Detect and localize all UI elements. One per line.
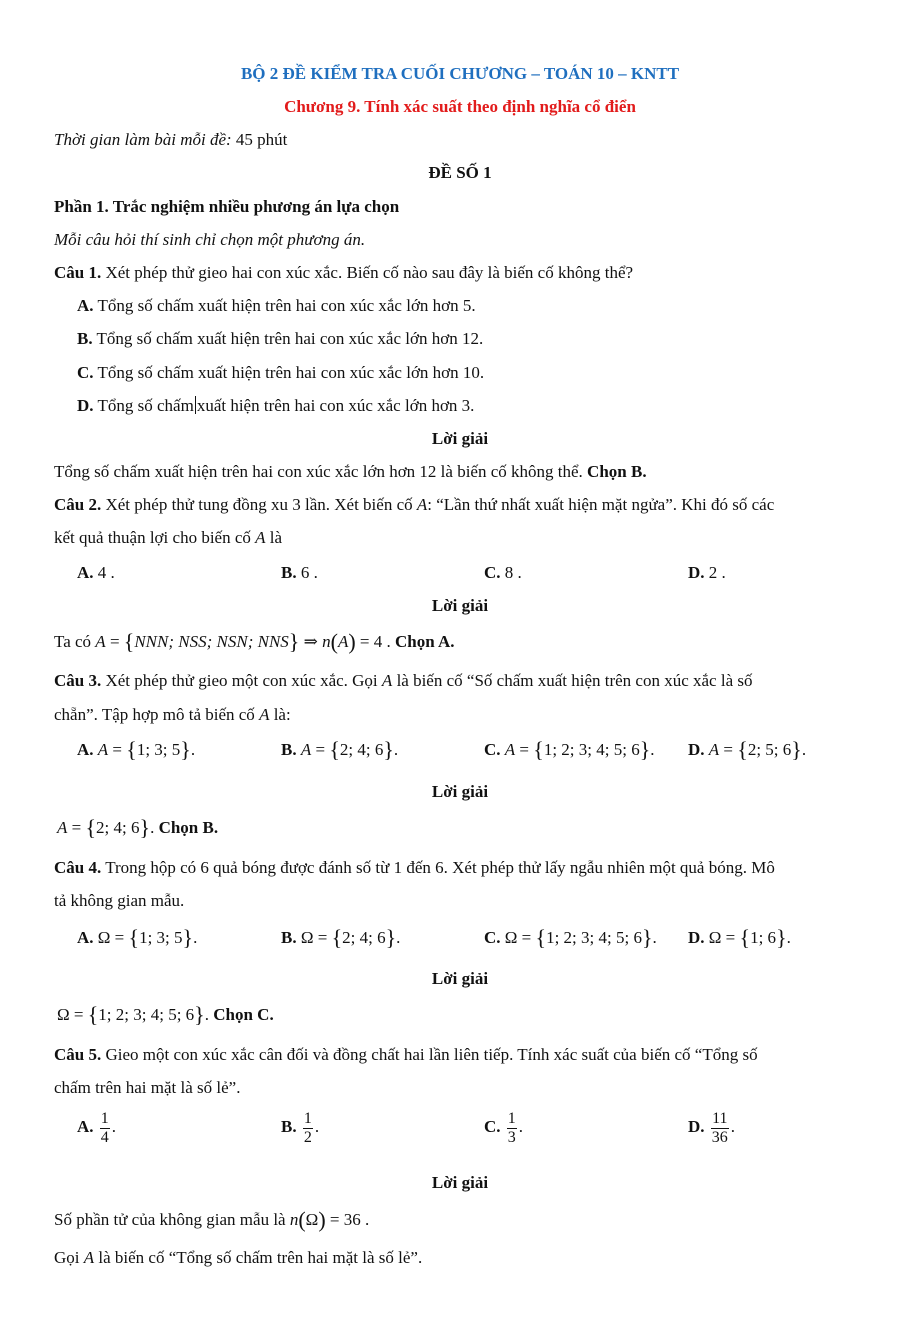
q2-solution-heading: Lời giải (431, 596, 489, 615)
q2-option-a-label: A. (77, 563, 94, 582)
question-1-label: Câu 1. (54, 263, 102, 282)
question-3 (54, 671, 753, 691)
question-2-text-4: là (269, 528, 283, 547)
q2-option-d (688, 563, 726, 583)
q5-option-b-fraction (303, 1110, 313, 1146)
q3-solution-set: 2; 4; 6 (96, 818, 140, 837)
question-2-var-2: A (255, 528, 266, 547)
q5-solution-var: A (83, 1248, 95, 1267)
q5-option-b-den: 2 (303, 1128, 312, 1146)
question-1-text: Xét phép thử gieo hai con xúc xắc. Biến cố nào sau đây là biến cố không thể? (105, 263, 634, 282)
q5-option-a-den: 4 (100, 1128, 109, 1146)
question-2-text-3: kết quả thuận lợi cho biến cố (54, 528, 251, 547)
q3-solution-heading: Lời giải (431, 782, 489, 801)
q1-option-c-text: Tổng số chấm xuất hiện trên hai con xúc xắc lớn hơn 10. (97, 363, 485, 382)
q1-option-a-text: Tổng số chấm xuất hiện trên hai con xúc xắc lớn hơn 5. (97, 296, 476, 315)
q2-solution-prefix: Ta có (54, 632, 92, 651)
q2-option-c-value: 8 . (504, 563, 522, 582)
q4-option-b-label: B. (281, 928, 297, 947)
time-line (54, 130, 287, 150)
q4-option-a: A. Ω = {1; 3; 5}. (77, 925, 198, 950)
q5-option-a-fraction (100, 1110, 110, 1146)
q1-option-b (77, 329, 483, 349)
q5-option-c-num: 1 (507, 1110, 516, 1127)
q2-solution: Ta có A = {NNN; NSS; NSN; NNS} ⇒ n(A) = 4 . Chọn A. (54, 629, 455, 654)
q1-option-d-text-start: Tổng số chấm (97, 396, 194, 415)
q5-option-b: B. $\frac{1}{2}$ . (281, 1110, 320, 1146)
question-4 (54, 858, 775, 878)
q2-solution-set: NNN; NSS; NSN; NNS (134, 632, 289, 651)
question-5-line2: chấm trên hai mặt là số lẻ”. (54, 1078, 241, 1097)
question-1 (54, 263, 633, 283)
q3-option-b: B. A = {2; 4; 6}. (281, 737, 399, 762)
q5-option-c-label: C. (484, 1117, 501, 1136)
q4-option-c: C. Ω = {1; 2; 3; 4; 5; 6}. (484, 925, 657, 950)
q4-solution-set: 1; 2; 3; 4; 5; 6 (98, 1005, 195, 1024)
q3-option-d-label: D. (688, 740, 705, 759)
q3-option-a: A. A = {1; 3; 5}. (77, 737, 196, 762)
question-4-label: Câu 4. (54, 858, 102, 877)
q1-option-b-label: B. (77, 329, 93, 348)
question-3-var: A (381, 671, 393, 690)
q2-option-d-value: 2 . (708, 563, 726, 582)
q5-option-d: D. $\frac{11}{36}$ . (688, 1110, 736, 1146)
q5-option-d-num: 11 (712, 1110, 728, 1127)
q5-option-a: A. $\frac{1}{4}$ . (77, 1110, 117, 1146)
question-4-text-1: Trong hộp có 6 quả bóng được đánh số từ 1 đến 6. Xét phép thử lấy ngẫu nhiên một quả bóng. Mô (105, 858, 775, 877)
q2-answer: Chọn A. (395, 632, 455, 651)
question-3-var-2: A (259, 705, 270, 724)
q4-option-c-label: C. (484, 928, 501, 947)
q5-option-a-label: A. (77, 1117, 94, 1136)
chapter-title: Chương 9. Tính xác suất theo định nghĩa cổ điển (284, 97, 636, 116)
q3-option-a-label: A. (77, 740, 94, 759)
q2-option-b-value: 6 . (300, 563, 318, 582)
q1-option-c (77, 363, 484, 383)
time-value: 45 phút (235, 130, 288, 149)
question-2 (54, 495, 774, 515)
q3-option-c: C. A = {1; 2; 3; 4; 5; 6}. (484, 737, 655, 762)
time-label: Thời gian làm bài mỗi đề: (54, 130, 232, 149)
q5-option-c-den: 3 (507, 1128, 516, 1146)
q5-option-a-num: 1 (100, 1110, 109, 1127)
q4-option-c-set: 1; 2; 3; 4; 5; 6 (546, 928, 642, 947)
q1-option-a (77, 296, 476, 316)
q5-solution-line2 (54, 1248, 422, 1268)
question-5 (54, 1045, 758, 1065)
q4-answer: Chọn C. (213, 1005, 274, 1024)
q2-option-d-label: D. (688, 563, 705, 582)
q2-option-c-label: C. (484, 563, 501, 582)
question-5-label: Câu 5. (54, 1045, 102, 1064)
q1-option-d-text-end: xuất hiện trên hai con xúc xắc lớn hơn 3. (196, 396, 475, 415)
q5-solution-text-1: Số phần tử của không gian mẫu là (54, 1210, 286, 1229)
q2-option-c (484, 563, 522, 583)
q1-solution-text: Tổng số chấm xuất hiện trên hai con xúc xắc lớn hơn 12 là biến cố không thể. (54, 462, 583, 481)
q4-option-a-set: 1; 3; 5 (139, 928, 183, 947)
question-2-text-2: : “Lần thứ nhất xuất hiện mặt ngửa”. Khi đó số các (427, 495, 775, 514)
q1-solution-heading: Lời giải (431, 429, 489, 448)
q1-solution (54, 462, 647, 482)
q5-solution-line1: Số phần tử của không gian mẫu là n(Ω) = 36 . (54, 1207, 370, 1232)
q5-option-d-den: 36 (711, 1128, 728, 1146)
q1-option-d (77, 396, 474, 416)
q1-answer: Chọn B. (587, 462, 647, 481)
text-cursor (195, 396, 196, 414)
q3-option-d: D. A = {2; 5; 6}. (688, 737, 807, 762)
part1-heading: Phần 1. Trắc nghiệm nhiều phương án lựa chọn (54, 197, 400, 216)
q1-option-a-label: A. (77, 296, 94, 315)
q1-option-d-label: D. (77, 396, 94, 415)
q4-option-d-set: 1; 6 (750, 928, 777, 947)
q3-option-b-set: 2; 4; 6 (339, 740, 384, 759)
q1-option-c-label: C. (77, 363, 94, 382)
question-2-text-1: Xét phép thử tung đồng xu 3 lần. Xét biến cố (105, 495, 413, 514)
q4-option-d-label: D. (688, 928, 705, 947)
part1-instruction: Mỗi câu hỏi thí sinh chỉ chọn một phương án. (54, 230, 366, 249)
q5-option-b-num: 1 (303, 1110, 312, 1127)
q5-option-d-label: D. (688, 1117, 705, 1136)
q5-solution-value: = 36 . (329, 1210, 370, 1229)
q5-option-c: C. $\frac{1}{3}$ . (484, 1110, 524, 1146)
q4-option-b: B. Ω = {2; 4; 6}. (281, 925, 401, 950)
question-3-label: Câu 3. (54, 671, 102, 690)
q3-option-c-set: 1; 2; 3; 4; 5; 6 (543, 740, 640, 759)
q3-option-c-label: C. (484, 740, 501, 759)
q1-option-b-text: Tổng số chấm xuất hiện trên hai con xúc xắc lớn hơn 12. (96, 329, 484, 348)
q4-solution-heading: Lời giải (431, 969, 489, 988)
q5-option-c-fraction (507, 1110, 517, 1146)
q5-solution-heading: Lời giải (431, 1173, 489, 1192)
q4-option-a-label: A. (77, 928, 94, 947)
question-3-text-4: là: (273, 705, 291, 724)
q5-solution-text-2: Gọi (54, 1248, 80, 1267)
q3-option-b-label: B. (281, 740, 297, 759)
q5-option-b-label: B. (281, 1117, 297, 1136)
question-5-text-1: Gieo một con xúc xắc cân đối và đồng chất hai lần liên tiếp. Tính xác suất của biến cố “Tổng số (105, 1045, 758, 1064)
q3-option-d-set: 2; 5; 6 (747, 740, 792, 759)
q2-option-b (281, 563, 318, 583)
q4-option-b-set: 2; 4; 6 (342, 928, 386, 947)
q2-option-b-label: B. (281, 563, 297, 582)
q3-solution: A = {2; 4; 6}. Chọn B. (57, 815, 219, 840)
question-4-line2: tả không gian mẫu. (54, 891, 185, 910)
question-2-var: A (416, 495, 428, 514)
q3-answer: Chọn B. (158, 818, 219, 837)
q3-option-a-set: 1; 3; 5 (136, 740, 181, 759)
q5-option-d-fraction (711, 1110, 729, 1146)
q4-solution: Ω = {1; 2; 3; 4; 5; 6}. Chọn C. (57, 1002, 274, 1027)
question-3-text-1: Xét phép thử gieo một con xúc xắc. Gọi (105, 671, 378, 690)
q2-solution-result: = 4 . (359, 632, 391, 651)
question-3-line2 (54, 705, 291, 725)
q2-option-a-value: 4 . (97, 563, 115, 582)
question-2-label: Câu 2. (54, 495, 102, 514)
question-3-text-3: chẵn”. Tập hợp mô tả biến cố (54, 705, 255, 724)
q4-option-d: D. Ω = {1; 6}. (688, 925, 791, 950)
q2-option-a (77, 563, 115, 583)
document-title: BỘ 2 ĐỀ KIỂM TRA CUỐI CHƯƠNG – TOÁN 10 – KNTT (240, 64, 680, 83)
question-3-text-2: là biến cố “Số chấm xuất hiện trên con xúc xắc là số (396, 671, 753, 690)
question-2-line2 (54, 528, 282, 548)
q5-solution-text-3: là biến cố “Tổng số chấm trên hai mặt là số lẻ”. (98, 1248, 423, 1267)
exam-number: ĐỀ SỐ 1 (428, 163, 492, 182)
